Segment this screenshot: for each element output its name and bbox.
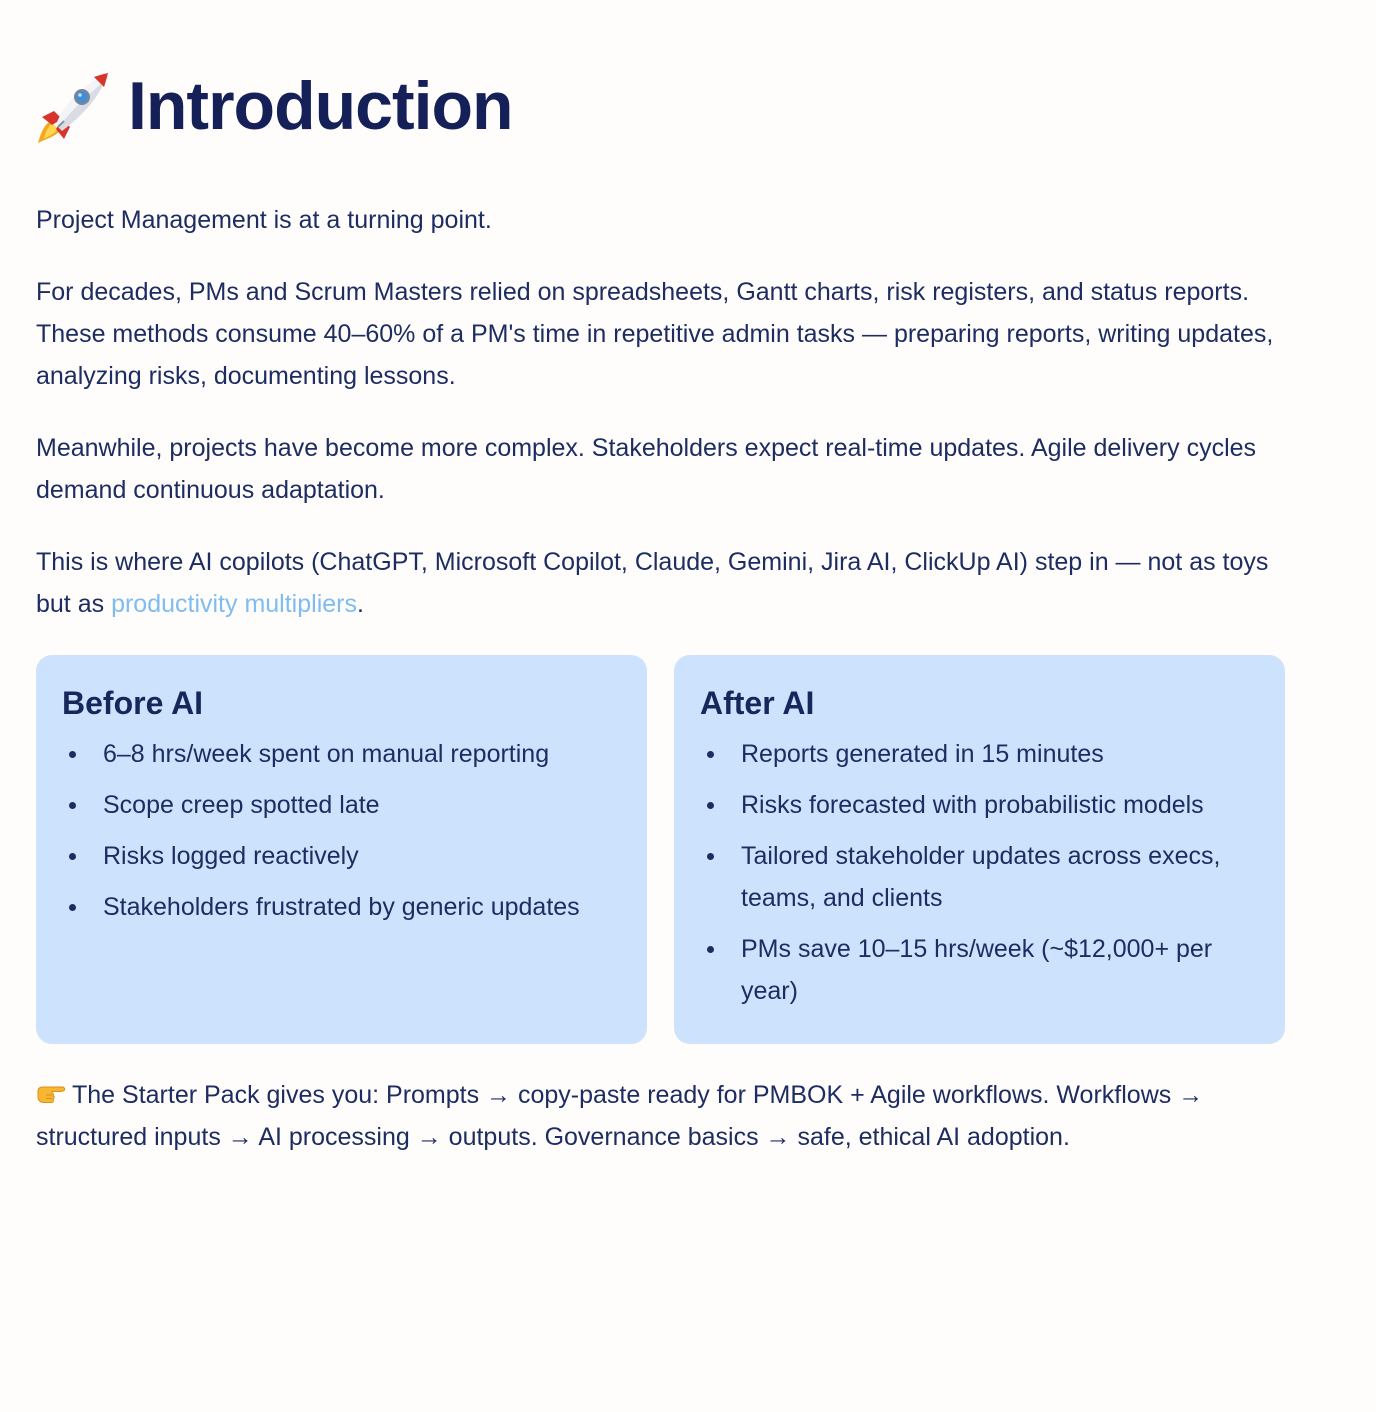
intro-paragraph-4 (36, 541, 1296, 625)
intro-paragraph-1: Project Management is at a turning point. (36, 206, 492, 234)
after-ai-card (674, 655, 1285, 1044)
before-ai-list (62, 733, 621, 928)
list-item: Stakeholders frustrated by generic updates (62, 886, 621, 928)
list-item: Risks logged reactively (62, 835, 621, 877)
list-item: PMs save 10–15 hrs/week (~$12,000+ per year) (700, 928, 1259, 1012)
after-ai-list (700, 733, 1259, 1012)
list-item: Reports generated in 15 minutes (700, 733, 1259, 775)
before-ai-card (36, 655, 647, 1044)
page-title: Introduction (128, 68, 513, 144)
intro-paragraph-2: For decades, PMs and Scrum Masters relied on spreadsheets, Gantt charts, risk registers, and status reports. These methods consume 40–60% of a PM's time in repetitive admin tasks — preparing reports, writing updates, analyzing risks, documenting lessons. (36, 278, 1274, 390)
list-item: Scope creep spotted late (62, 784, 621, 826)
starter-pack-paragraph (36, 1074, 1296, 1158)
list-item: Tailored stakeholder updates across execs, teams, and clients (700, 835, 1259, 919)
intro-paragraph-4-text: This is where AI copilots (ChatGPT, Microsoft Copilot, Claude, Gemini, Jira AI, ClickUp AI) step in — not as toys but as (36, 548, 1269, 618)
starter-pack-text: The Starter Pack gives you: Prompts → copy-paste ready for PMBOK + Agile workflows. Workflows → structured inputs → AI processing → outputs. Governance basics → safe, ethical AI adoption. (36, 1081, 1204, 1151)
productivity-multipliers-link[interactable]: productivity multipliers (111, 590, 357, 618)
intro-paragraph-4-end: . (356, 590, 364, 618)
title-row (36, 62, 513, 150)
intro-paragraph-3: Meanwhile, projects have become more complex. Stakeholders expect real-time updates. Agile delivery cycles demand continuous adaptation. (36, 434, 1257, 504)
list-item: 6–8 hrs/week spent on manual reporting (62, 733, 621, 775)
pointing-hand-icon (36, 1078, 66, 1104)
rocket-icon (36, 67, 114, 145)
before-ai-title: Before AI (62, 685, 204, 721)
list-item: Risks forecasted with probabilistic models (700, 784, 1259, 826)
after-ai-title: After AI (700, 685, 815, 721)
